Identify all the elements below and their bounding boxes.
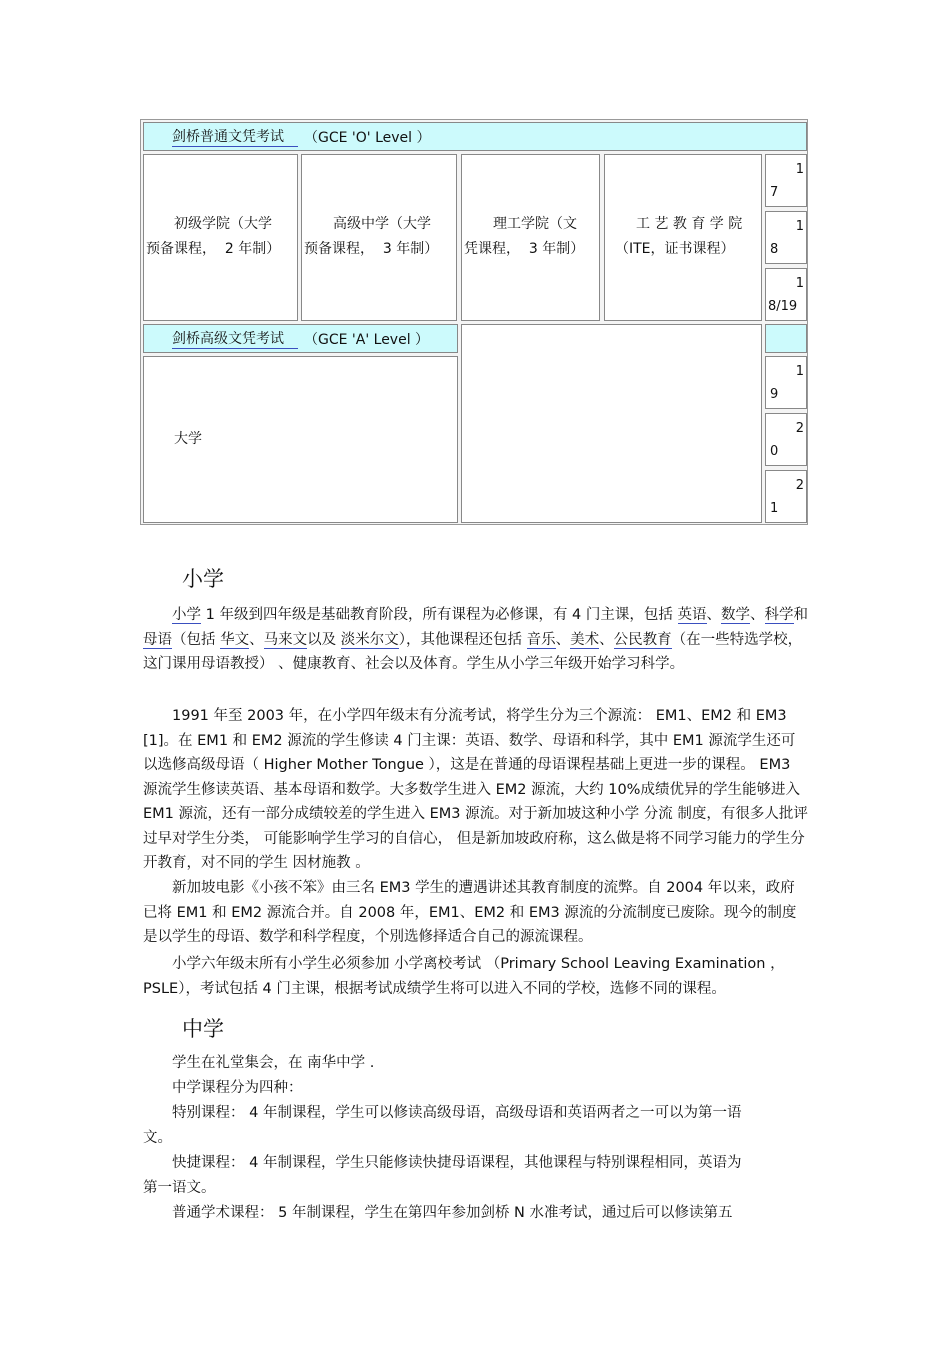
high-school-cell (301, 154, 457, 321)
high-school-line2: 预备课程， 3 年制） (304, 241, 439, 257)
o-level-link[interactable]: 剑桥普通文凭考试 (172, 126, 298, 147)
secondary-l4-text: 快捷课程： 4 年制课程，学生只能修读快捷母语课程，其他课程与特别课程相同，英语为第一语文。 (143, 1155, 742, 1196)
secondary-normal-academic-course (143, 1201, 808, 1226)
secondary-express-course (143, 1151, 753, 1200)
a-level-link[interactable]: 剑桥高级文凭考试 (172, 328, 298, 349)
education-path-table (140, 119, 808, 525)
p1-text: 1 年级到四年级是基础教育阶段，所有课程为必修课，有 4 门主课，包括 (201, 607, 678, 623)
year-digit: 8/19 (768, 299, 798, 314)
p1-sep: 、 (750, 607, 765, 623)
primary-paragraph-3 (143, 876, 808, 950)
mother-tongue-link[interactable]: 母语 (143, 631, 172, 648)
junior-college-line2: 预备课程， 2 年制） (146, 241, 281, 257)
p1-text: ），其他课程还包括 (398, 631, 527, 648)
year-digit: 1 (770, 501, 779, 516)
p1-sep: 、 (706, 607, 721, 623)
o-level-header (143, 122, 807, 151)
university-label: 大学 (174, 431, 202, 447)
year-digit: 2 (795, 478, 804, 493)
music-link[interactable]: 音乐 (526, 631, 556, 648)
secondary-l3-text: 特别课程： 4 年制课程，学生可以修读高级母语，高级母语和英语两者之一可以为第一语文。 (143, 1105, 742, 1146)
year-digit: 7 (770, 185, 779, 200)
year-digit: 9 (770, 387, 779, 402)
secondary-special-course (143, 1101, 753, 1150)
math-link[interactable]: 数学 (721, 607, 750, 623)
p1-sep: 和 (793, 607, 808, 623)
p1-sep: 、 (599, 631, 614, 648)
year-cell-18 (765, 211, 807, 264)
university-cell (143, 356, 458, 523)
year-cell-21 (765, 470, 807, 523)
primary-p1-text (143, 603, 808, 677)
year-digit: 2 (795, 421, 804, 436)
ite-line2: （ITE，证书课程） (615, 241, 735, 257)
primary-p4-text: 小学六年级末所有小学生必须参加 小学离校考试 （Primary School Leaving Examination ，PSLE），考试包括 4 门主课，根据考试成绩学生将可以进入不同的学校，选修不同的课程。 (143, 956, 785, 997)
year-header-cell (765, 324, 807, 353)
malay-link[interactable]: 马来文 (263, 631, 308, 648)
primary-heading: 小学 (182, 567, 224, 591)
polytechnic-line2: 凭课程， 3 年制） (464, 241, 585, 257)
year-cell-18-19 (765, 268, 807, 321)
primary-paragraph-1 (143, 603, 808, 677)
polytechnic-cell (461, 154, 600, 321)
primary-p3-text: 新加坡电影《小孩不笨》由三名 EM3 学生的遭遇讲述其教育制度的流弊。自 2004 年以来，政府已将 EM1 和 EM2 源流合并。自 2008 年，EM1、EM2 和 EM3 源流的分流制度已废除。现今的制度是以学生的母语、数学和科学程度，个別选修择适合自己的源流课程。 (143, 880, 797, 945)
year-cell-19 (765, 356, 807, 409)
primary-link[interactable]: 小学 (172, 607, 201, 623)
ite-line1: 工 艺 教 育 学 院 (636, 216, 743, 232)
p1-text: （包括 (172, 631, 221, 648)
high-school-line1: 高级中学（大学 (333, 216, 431, 232)
ite-cell (604, 154, 762, 321)
primary-paragraph-4 (143, 952, 808, 1001)
junior-college-cell (143, 154, 298, 321)
science-link[interactable]: 科学 (764, 607, 794, 623)
p1-sep: 、 (555, 631, 571, 648)
secondary-line-2 (143, 1076, 808, 1101)
year-cell-20 (765, 413, 807, 466)
secondary-l5-text: 普通学术课程： 5 年制课程，学生在第四年参加剑桥 N 水准考试，通过后可以修读第五 (172, 1205, 733, 1221)
p1-sep: 、 (249, 631, 264, 648)
a-level-label: （GCE 'A' Level ） (304, 331, 430, 348)
secondary-l2-text: 中学课程分为四种： (172, 1080, 303, 1096)
year-digit: 8 (770, 242, 779, 257)
primary-paragraph-2 (143, 704, 808, 876)
secondary-l1-text: 学生在礼堂集会，在 南华中学 . (172, 1055, 375, 1071)
civics-link[interactable]: 公民教育 (613, 631, 672, 648)
secondary-heading: 中学 (182, 1017, 224, 1041)
a-level-header (143, 324, 458, 353)
tamil-link[interactable]: 淡米尔文 (340, 631, 399, 648)
art-link[interactable]: 美术 (570, 631, 600, 648)
year-digit: 1 (795, 219, 804, 234)
year-digit: 1 (795, 276, 804, 291)
polytechnic-line1: 理工学院（文 (493, 216, 577, 232)
secondary-line-1 (143, 1051, 808, 1076)
year-digit: 0 (770, 444, 779, 459)
p1-text: （在一些特选学校，这门课用母语教授） 、健康教育、社会以及体育。学生从小学三年级开始学习科学。 (143, 631, 803, 672)
year-cell-17 (765, 154, 807, 207)
primary-p2-text: 1991 年至 2003 年，在小学四年级末有分流考试，将学生分为三个源流： EM1、EM2 和 EM3 [1]。在 EM1 和 EM2 源流的学生修读 4 门主课：英语、数学、母语和科学，其中 EM1 源流学生还可以选修高级母语（ Higher Mother Tongue ），这是在普通的母语课程基础上更进一步的课程。 EM3 源流学生修读英语、基本母语和数学。大多数学生进入 EM2 源流，大约 10%成绩优异的学生能够进入 EM1 源流，还有一部分成绩较差的学生进入 EM3 源流。对于新加坡这种小学 分流 制度，有很多人批评过早对学生分类， 可能影响学生学习的自信心， 但是新加坡政府称，这么做是将不同学习能力的学生分开教育，对不同的学生 因材施教 。 (143, 708, 808, 871)
year-digit: 1 (795, 162, 804, 177)
english-link[interactable]: 英语 (677, 607, 707, 623)
junior-college-line1: 初级学院（大学 (174, 216, 272, 232)
year-digit: 1 (795, 364, 804, 379)
empty-cell (461, 324, 762, 523)
chinese-link[interactable]: 华文 (220, 631, 250, 648)
o-level-label: （GCE 'O' Level ） (304, 129, 431, 146)
p1-text: 以及 (307, 631, 341, 648)
